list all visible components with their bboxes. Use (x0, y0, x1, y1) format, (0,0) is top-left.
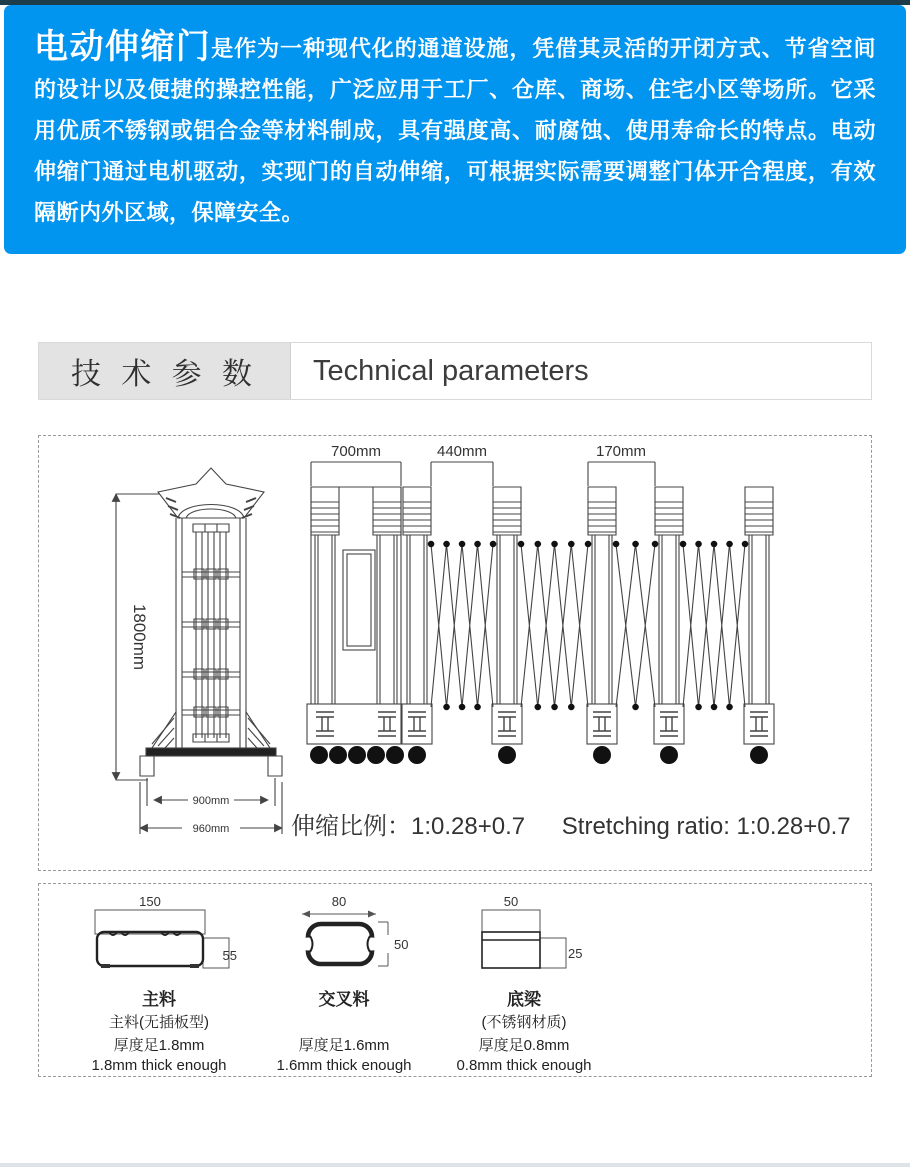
dim-150-label: 150 (139, 894, 161, 909)
section-header-bar (38, 342, 872, 400)
profile-name: 底梁 (507, 990, 541, 1009)
profile-bottom-beam (424, 894, 624, 1076)
bottom-divider-strip (0, 1163, 910, 1167)
stretching-ratio-en: Stretching ratio: 1:0.28+0.7 (561, 813, 851, 840)
profile-thickness-en: 1.8mm thick enough (91, 1057, 227, 1074)
dim-900mm-label: 900mm (192, 795, 230, 807)
gate-front-drawing (297, 442, 877, 807)
section-title-en: Technical parameters (313, 354, 589, 387)
banner-lead-title: 电动伸缩门 (34, 28, 212, 66)
profile-name: 主料 (142, 990, 176, 1009)
dim-1800mm-label: 1800mm (130, 603, 149, 671)
bottom-beam-section-drawing (444, 894, 604, 986)
stretching-ratio-zh: 伸缩比例：1:0.28+0.7 (291, 813, 526, 840)
dim-50-label: 50 (503, 894, 519, 909)
profile-thickness-zh: 厚度足1.8mm (113, 1037, 205, 1054)
dim-55-label: 55 (222, 948, 237, 963)
dim-170mm-label: 170mm (595, 443, 647, 460)
dim-440mm-label: 440mm (436, 443, 488, 460)
profile-main-material (59, 894, 259, 1076)
profile-thickness-en: 1.6mm thick enough (276, 1057, 412, 1074)
stretching-ratio-line (291, 806, 851, 841)
dim-25-label: 25 (568, 946, 583, 961)
dim-960mm-label: 960mm (192, 823, 230, 835)
profile-subtitle: 主料(无插板型) (109, 1014, 209, 1031)
banner-body-text: 是作为一种现代化的通道设施，凭借其灵活的开闭方式、节省空间的设计以及便捷的操控性能，广泛应用于工厂、仓库、商场、住宅小区等场所。它采用优质不锈钢或铝合金等材料制成，具有强度高、耐腐蚀、使用寿命长的特点。电动伸缩门通过电机驱动，实现门的自动伸缩，可根据实际需要调整门体开合程度，有效隔断内外区域，保障安全。 (34, 36, 876, 225)
dim-50-label: 50 (394, 937, 409, 952)
technical-diagram-panel (38, 435, 872, 871)
profile-thickness-zh: 厚度足1.6mm (298, 1037, 390, 1054)
profile-subtitle: (不锈钢材质) (481, 1014, 567, 1031)
section-title-zh: 技 术 参 数 (39, 343, 291, 399)
dim-700mm-label: 700mm (330, 443, 382, 460)
gate-post-drawing (96, 452, 331, 852)
profile-name: 交叉料 (318, 990, 370, 1009)
intro-banner (4, 5, 906, 254)
dim-80-label: 80 (331, 894, 347, 909)
profile-thickness-zh: 厚度足0.8mm (478, 1037, 570, 1054)
cross-material-section-drawing (264, 894, 424, 986)
profile-thickness-en: 0.8mm thick enough (456, 1057, 592, 1074)
profile-cross-material (244, 894, 444, 1076)
main-material-section-drawing (79, 894, 239, 986)
material-profiles-panel (38, 883, 872, 1077)
